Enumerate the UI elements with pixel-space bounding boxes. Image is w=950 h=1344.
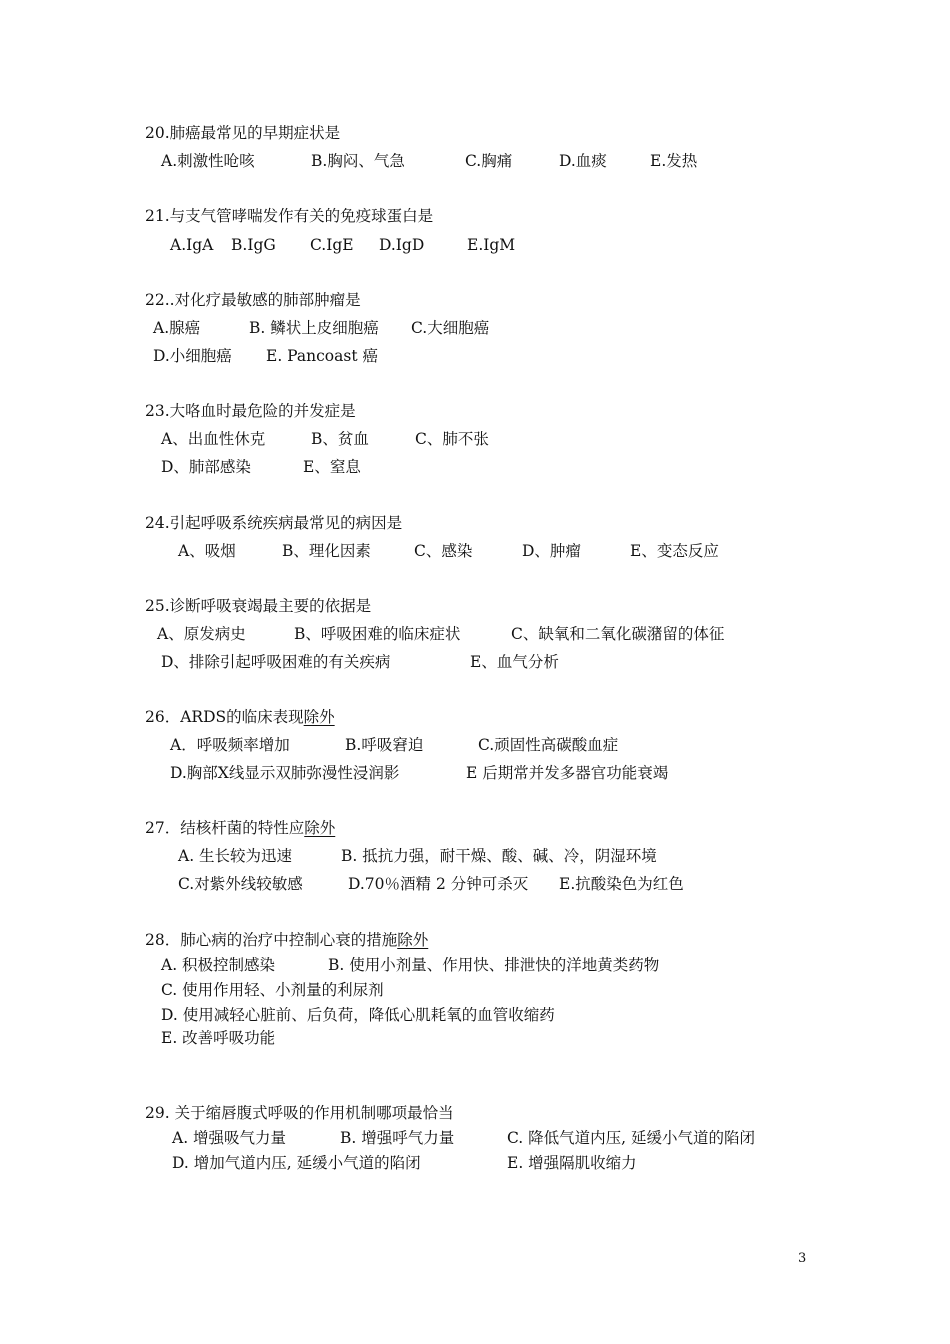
- option-b: B. 抵抗力强，耐干燥、酸、碱、冷，阴湿环境: [341, 847, 657, 865]
- option-a: A. 积极控制感染: [161, 956, 276, 974]
- question-stem: 23.大咯血时最危险的并发症是: [145, 402, 356, 420]
- option-a: A. 生长较为迅速: [178, 847, 293, 865]
- stem-emphasis: 除外: [397, 931, 429, 949]
- option-d: D、排除引起呼吸困难的有关疾病: [161, 653, 391, 671]
- question-stem: [145, 933, 428, 949]
- option-c: C.胸痛: [465, 152, 513, 170]
- option-a: A.刺激性呛咳: [161, 152, 255, 170]
- option-e: E、变态反应: [630, 542, 719, 560]
- stem-text: 26．ARDS的临床表现: [145, 708, 304, 726]
- option-a: A、吸烟: [178, 542, 236, 560]
- option-d: D. 使用减轻心脏前、后负荷，降低心肌耗氧的血管收缩药: [161, 1006, 555, 1024]
- option-b: B、理化因素: [282, 542, 371, 560]
- option-a: A.腺癌: [153, 319, 201, 337]
- option-d: D.胸部X线显示双肺弥漫性浸润影: [170, 764, 400, 782]
- option-b: B.IgG: [231, 236, 276, 254]
- question-stem: 24.引起呼吸系统疾病最常见的病因是: [145, 514, 403, 532]
- option-e: E、血气分析: [470, 653, 559, 671]
- option-e: E.抗酸染色为红色: [559, 875, 684, 893]
- option-c: C. 使用作用轻、小剂量的利尿剂: [161, 981, 384, 999]
- option-b: B、呼吸困难的临床症状: [294, 625, 461, 643]
- option-b: B、贫血: [311, 430, 369, 448]
- stem-emphasis: 除外: [304, 819, 336, 837]
- option-c: C、感染: [414, 542, 473, 560]
- option-a: A．呼吸频率增加: [170, 736, 290, 754]
- option-a: A、原发病史: [157, 625, 246, 643]
- option-d: D.血痰: [559, 152, 607, 170]
- option-e: E.IgM: [467, 236, 516, 254]
- option-d: D、肿瘤: [522, 542, 581, 560]
- option-d: D.70％酒精 2 分钟可杀灭: [348, 875, 529, 893]
- option-e: E.发热: [650, 152, 698, 170]
- option-b: B. 使用小剂量、作用快、排泄快的洋地黄类药物: [328, 956, 660, 974]
- page-number: 3: [798, 1251, 807, 1266]
- option-d: D.小细胞癌: [153, 347, 232, 365]
- option-a: A.IgA: [170, 236, 214, 254]
- stem-emphasis: 除外: [303, 708, 335, 726]
- stem-text: 28．肺心病的治疗中控制心衰的措施: [145, 931, 398, 949]
- option-e: E 后期常并发多器官功能衰竭: [466, 764, 669, 782]
- option-c: C. 降低气道内压, 延缓小气道的陷闭: [507, 1129, 756, 1147]
- question-stem: 25.诊断呼吸衰竭最主要的依据是: [145, 597, 372, 615]
- option-c: C.大细胞癌: [411, 319, 490, 337]
- option-a: A、出血性休克: [161, 430, 266, 448]
- question-stem: [145, 710, 335, 726]
- option-e: E、窒息: [303, 458, 361, 476]
- question-stem: 21.与支气管哮喘发作有关的免疫球蛋白是: [145, 207, 434, 225]
- option-a: A. 增强吸气力量: [172, 1129, 287, 1147]
- option-c: C.顽固性高碳酸血症: [478, 736, 619, 754]
- option-c: C.对紫外线较敏感: [178, 875, 303, 893]
- option-d: D.IgD: [379, 236, 425, 254]
- option-b: B. 增强呼气力量: [340, 1129, 455, 1147]
- option-b: B.呼吸窘迫: [345, 736, 424, 754]
- question-stem: [145, 821, 335, 837]
- option-e: E. 增强隔肌收缩力: [507, 1154, 637, 1172]
- option-d: D. 增加气道内压, 延缓小气道的陷闭: [172, 1154, 421, 1172]
- question-stem: 29. 关于缩唇腹式呼吸的作用机制哪项最恰当: [145, 1104, 454, 1122]
- option-c: C、缺氧和二氧化碳潴留的体征: [511, 625, 725, 643]
- question-stem: 22..对化疗最敏感的肺部肿瘤是: [145, 291, 361, 309]
- option-b: B. 鳞状上皮细胞癌: [249, 319, 379, 337]
- question-stem: 20.肺癌最常见的早期症状是: [145, 124, 341, 142]
- option-b: B.胸闷、气急: [311, 152, 405, 170]
- option-c: C、肺不张: [415, 430, 489, 448]
- option-d: D、肺部感染: [161, 458, 251, 476]
- option-e: E. 改善呼吸功能: [161, 1029, 276, 1047]
- option-e: E. Pancoast 癌: [266, 347, 378, 365]
- option-c: C.IgE: [310, 236, 354, 254]
- stem-text: 27．结核杆菌的特性应: [145, 819, 305, 837]
